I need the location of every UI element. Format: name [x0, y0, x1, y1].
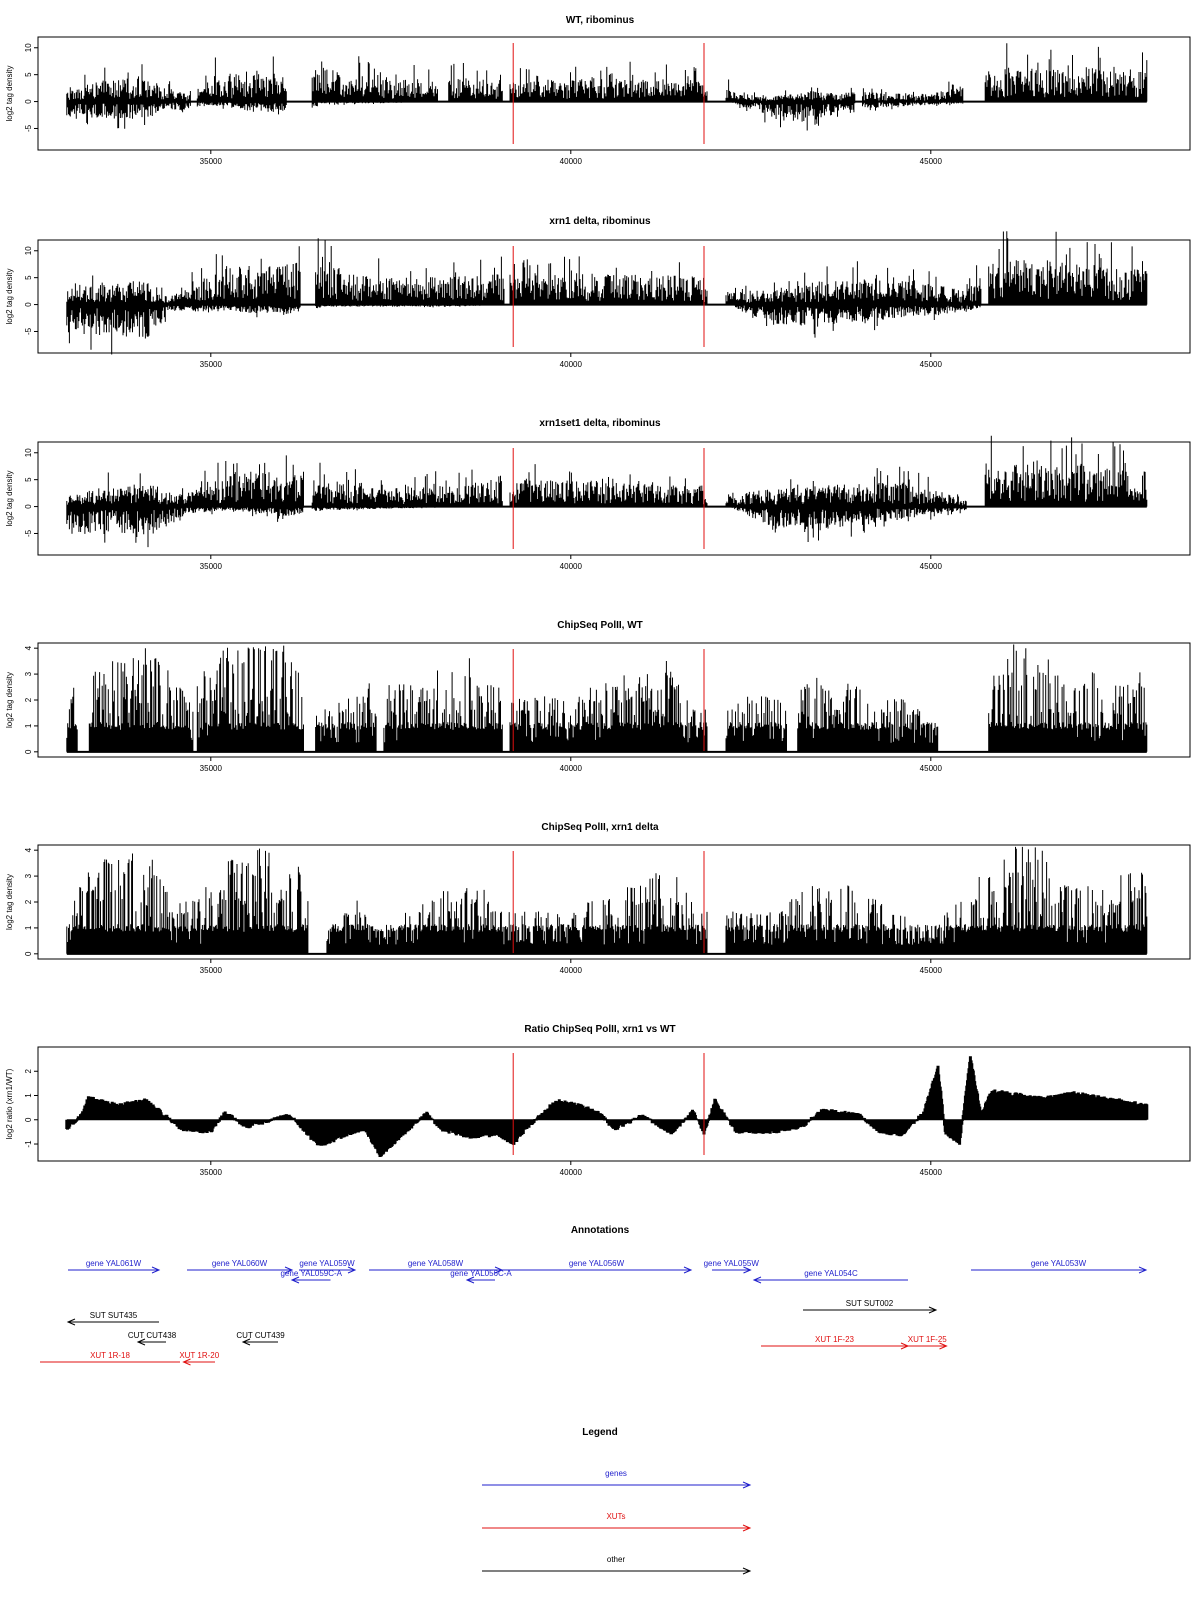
y-axis-label: log2 tag density [5, 873, 14, 931]
y-axis-label: log2 tag density [5, 671, 14, 729]
feature-label: gene YAL054C [804, 1269, 858, 1278]
signal-trace [67, 43, 1147, 130]
panel-title: xrn1set1 delta, ribominus [539, 418, 661, 429]
y-tick-label: 0 [24, 1117, 33, 1122]
legend-panel [482, 1427, 750, 1574]
feature-label: SUT SUT435 [89, 1311, 138, 1320]
feature-other [236, 1331, 285, 1345]
feature-label: gene YAL053W [1030, 1259, 1087, 1268]
panel-xrn1-ribominus [5, 216, 1190, 369]
feature-gene [280, 1269, 342, 1283]
y-tick-label: 5 [24, 477, 33, 482]
panel-xrn1set1-ribominus [5, 418, 1190, 571]
annotations-title: Annotations [570, 1225, 630, 1236]
y-axis-label: log2 tag density [5, 268, 14, 325]
feature-other [128, 1331, 177, 1345]
y-tick-label: 10 [24, 246, 33, 256]
y-axis-label: log2 tag density [5, 65, 14, 122]
x-tick-label: 35000 [199, 764, 222, 773]
feature-label: gene YAL058W [407, 1259, 464, 1268]
legend-item-other [482, 1555, 750, 1574]
panel-title: Ratio ChipSeq PolII, xrn1 vs WT [524, 1024, 676, 1035]
y-axis-label: log2 ratio (xrn1/WT) [5, 1068, 14, 1140]
legend-label: other [606, 1555, 626, 1564]
y-tick-label: 2 [24, 1069, 33, 1074]
signal-trace [67, 436, 1147, 547]
panel-title: ChipSeq PolII, WT [557, 620, 643, 631]
y-tick-label: 5 [24, 275, 33, 280]
feature-xut [179, 1351, 219, 1365]
y-tick-label: 3 [24, 873, 33, 879]
ratio-trace [67, 1056, 1147, 1157]
y-tick-label: 0 [24, 504, 33, 509]
x-tick-label: 35000 [199, 157, 222, 166]
x-tick-label: 40000 [559, 157, 582, 166]
feature-label: XUT 1F-23 [815, 1335, 854, 1344]
feature-label: gene YAL059C-A [280, 1269, 343, 1278]
feature-xut [908, 1335, 948, 1349]
x-tick-label: 40000 [559, 562, 582, 571]
feature-gene [971, 1259, 1146, 1273]
panel-title: WT, ribominus [565, 15, 635, 26]
x-tick-label: 45000 [919, 1168, 942, 1177]
feature-xut [40, 1351, 180, 1362]
legend-title: Legend [582, 1427, 618, 1438]
feature-xut [761, 1335, 908, 1349]
panel-chipseq-ratio [5, 1024, 1190, 1177]
y-tick-label: 2 [24, 899, 33, 905]
feature-label: XUT 1F-25 [907, 1335, 947, 1344]
panel-title: ChipSeq PolII, xrn1 delta [541, 822, 659, 833]
feature-gene [450, 1269, 512, 1283]
legend-item-xut [482, 1512, 750, 1531]
y-tick-label: 2 [24, 697, 33, 703]
y-tick-label: 0 [24, 951, 33, 957]
x-tick-label: 45000 [919, 360, 942, 369]
feature-gene [68, 1259, 159, 1273]
x-tick-label: 45000 [919, 157, 942, 166]
legend-item-gene [482, 1469, 750, 1488]
y-tick-label: 1 [24, 925, 33, 931]
panel-title: xrn1 delta, ribominus [549, 216, 651, 227]
x-tick-label: 40000 [559, 966, 582, 975]
y-tick-label: -5 [24, 529, 33, 538]
x-tick-label: 40000 [559, 1168, 582, 1177]
feature-label: XUT 1R-20 [179, 1351, 220, 1360]
feature-label: gene YAL059W [299, 1259, 355, 1268]
feature-label: gene YAL056C-A [450, 1269, 512, 1278]
feature-label: gene YAL055W [703, 1259, 759, 1268]
y-tick-label: 1 [24, 1093, 33, 1098]
y-axis-label: log2 tag density [5, 470, 14, 527]
feature-gene [187, 1259, 292, 1273]
y-tick-label: 0 [24, 749, 33, 755]
y-tick-label: 5 [24, 72, 33, 77]
legend-label: genes [605, 1469, 627, 1478]
y-tick-label: -1 [24, 1140, 33, 1148]
y-tick-label: 10 [24, 448, 33, 458]
feature-label: CUT CUT439 [236, 1331, 285, 1340]
feature-label: CUT CUT438 [127, 1331, 177, 1340]
x-tick-label: 35000 [199, 562, 222, 571]
panel-chipseq-xrn1 [5, 822, 1190, 975]
x-tick-label: 35000 [199, 966, 222, 975]
y-tick-label: -5 [24, 327, 33, 336]
y-tick-label: 0 [24, 302, 33, 307]
x-tick-label: 45000 [919, 966, 942, 975]
feature-label: gene YAL056W [568, 1259, 625, 1268]
legend-label: XUTs [606, 1512, 626, 1521]
panel-wt-ribominus [5, 15, 1190, 166]
signal-trace [67, 847, 1147, 954]
feature-gene [754, 1269, 908, 1283]
y-tick-label: 0 [24, 99, 33, 104]
y-tick-label: 3 [24, 671, 33, 677]
feature-label: XUT 1R-18 [90, 1351, 130, 1360]
y-tick-label: 10 [24, 43, 33, 53]
feature-label: gene YAL061W [85, 1259, 142, 1268]
x-tick-label: 35000 [199, 1168, 222, 1177]
x-tick-label: 40000 [559, 764, 582, 773]
feature-other [68, 1311, 159, 1325]
x-tick-label: 45000 [919, 764, 942, 773]
y-tick-label: -5 [24, 124, 33, 133]
x-tick-label: 35000 [199, 360, 222, 369]
panel-chipseq-wt [5, 620, 1190, 773]
signal-trace [67, 231, 1147, 354]
feature-other [803, 1299, 936, 1313]
signal-trace [67, 645, 1147, 752]
annotations-panel [40, 1225, 1146, 1365]
x-tick-label: 40000 [559, 360, 582, 369]
y-tick-label: 1 [24, 723, 33, 729]
y-tick-label: 4 [24, 847, 33, 853]
y-tick-label: 4 [24, 645, 33, 651]
feature-label: SUT SUT002 [845, 1299, 894, 1308]
feature-gene [704, 1259, 760, 1273]
feature-label: gene YAL060W [211, 1259, 268, 1268]
feature-gene [502, 1259, 691, 1273]
x-tick-label: 45000 [919, 562, 942, 571]
